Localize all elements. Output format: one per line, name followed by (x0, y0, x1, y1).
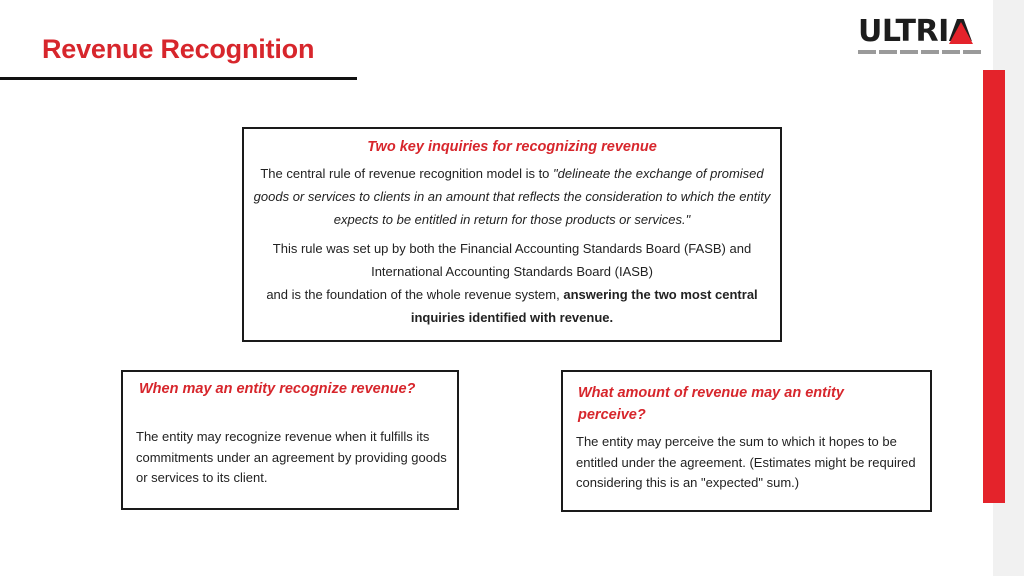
accent-bar (983, 70, 1005, 503)
standards-paragraph (252, 237, 772, 329)
key-inquiries-box (242, 127, 782, 342)
when-recognize-box (121, 370, 459, 510)
logo-underline-bars (858, 50, 981, 54)
key-inquiries-heading: Two key inquiries for recognizing revenue (367, 139, 657, 155)
what-amount-box (561, 370, 932, 512)
standards-line: This rule was set up by both the Financial Accounting Standards Board (FASB) and International Accounting Standards Board (IASB) (272, 241, 752, 279)
what-amount-heading: What amount of revenue may an entity perceive? (578, 385, 844, 423)
when-recognize-body: The entity may recognize revenue when it fulfills its commitments under an agreement by providing goods or services to its client. (136, 429, 447, 485)
foundation-line (252, 283, 772, 329)
logo-triangle-icon (949, 22, 973, 44)
ultria-logo (858, 14, 982, 58)
foundation-bold-text: answering the two most central inquiries identified with revenue. (410, 287, 758, 325)
what-amount-body: The entity may perceive the sum to which it hopes to be entitled under the agreement. (Estimates might be required considering this is an "expected" sum.) (576, 434, 916, 490)
central-rule-paragraph (252, 162, 772, 231)
when-recognize-heading: When may an entity recognize revenue? (139, 381, 416, 397)
logo-wordmark: ULTRIA (858, 14, 972, 49)
title-underline (0, 77, 357, 80)
page-title: Revenue Recognition (42, 34, 315, 64)
foundation-text: and is the foundation of the whole revenue system, (266, 287, 564, 302)
central-rule-text: The central rule of revenue recognition model is to (260, 166, 554, 181)
central-rule-quote: "delineate the exchange of promised goods or services to clients in an amount that reflects the consideration to which the entity expects to be entitled in return for those products or services." (253, 166, 771, 227)
